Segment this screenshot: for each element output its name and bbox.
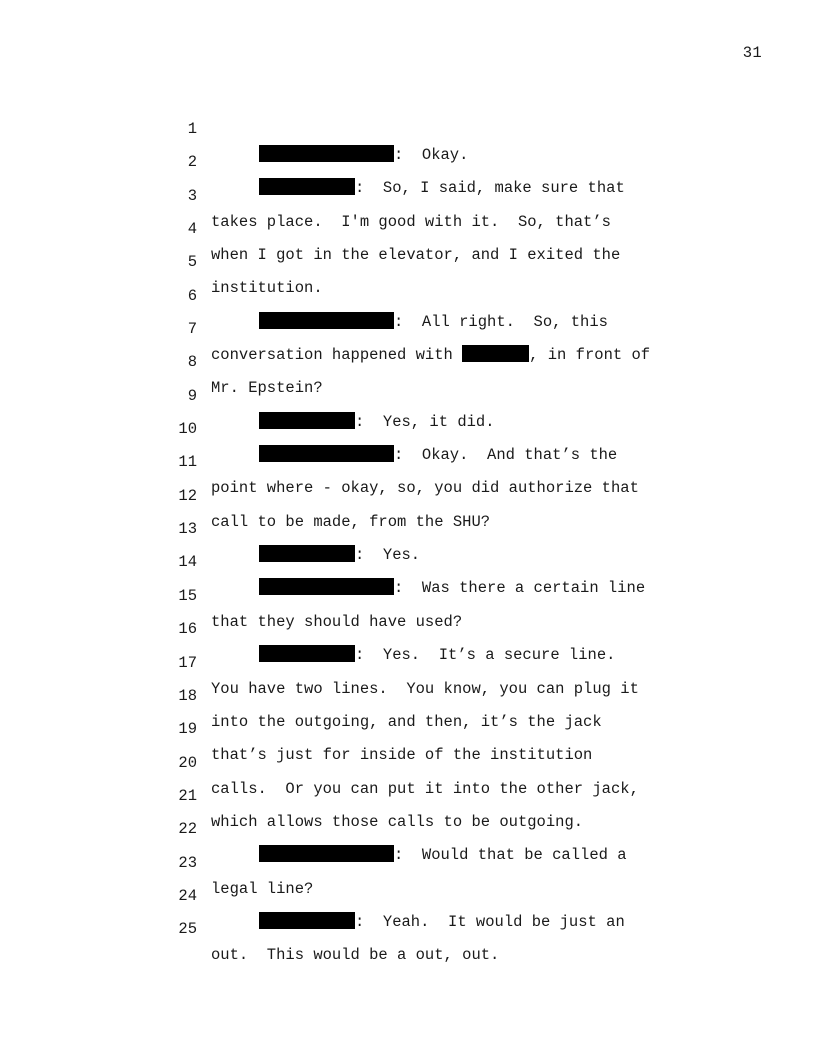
transcript-line bbox=[0, 157, 816, 231]
line-text: : Would that be called a bbox=[394, 846, 627, 865]
line-number: 1 bbox=[187, 120, 197, 138]
line-number: 6 bbox=[187, 286, 197, 305]
transcript-line bbox=[0, 257, 816, 331]
line-text: : Was there a certain line bbox=[394, 579, 646, 598]
line-text: that they should have used? bbox=[211, 612, 463, 631]
line-text: : Okay. bbox=[394, 146, 469, 164]
line-text: : Yeah. It would be just an bbox=[355, 912, 625, 931]
line-number: 8 bbox=[187, 353, 197, 372]
line-text: conversation happened with bbox=[211, 346, 463, 365]
line-number: 5 bbox=[187, 253, 197, 272]
line-text: that’s just for inside of the institution bbox=[211, 746, 593, 765]
line-number: 7 bbox=[187, 320, 197, 339]
line-number: 18 bbox=[178, 686, 197, 705]
line-number: 3 bbox=[187, 186, 197, 205]
line-text: out. This would be a out, out. bbox=[211, 946, 500, 965]
line-text: , in front of bbox=[529, 346, 651, 365]
line-number: 10 bbox=[178, 420, 197, 439]
line-text: : All right. So, this bbox=[394, 312, 608, 331]
transcript-line bbox=[0, 290, 816, 365]
line-text: : Okay. And that’s the bbox=[394, 446, 618, 465]
transcript-line bbox=[0, 190, 816, 265]
line-text: : Yes. bbox=[355, 546, 421, 565]
line-number: 4 bbox=[187, 220, 197, 239]
line-text: : So, I said, make sure that bbox=[355, 179, 625, 198]
line-text: calls. Or you can put it into the other jack, bbox=[211, 779, 639, 798]
line-text: : Yes, it did. bbox=[355, 412, 495, 431]
transcript-line bbox=[0, 890, 816, 965]
line-text: institution. bbox=[211, 279, 323, 298]
line-number: 25 bbox=[178, 920, 197, 939]
line-number: 21 bbox=[178, 786, 197, 805]
transcript-line bbox=[0, 123, 816, 198]
line-text: into the outgoing, and then, it’s the jack bbox=[211, 712, 602, 731]
line-text: which allows those calls to be outgoing. bbox=[211, 812, 584, 831]
line-text: legal line? bbox=[211, 879, 314, 898]
transcript-line bbox=[0, 223, 816, 298]
line-number: 20 bbox=[178, 753, 197, 772]
line-text: takes place. I'm good with it. So, that’s bbox=[211, 212, 611, 231]
line-text: call to be made, from the SHU? bbox=[211, 512, 491, 531]
line-number: 13 bbox=[178, 520, 197, 539]
line-text: You have two lines. You know, you can plug it bbox=[211, 679, 639, 698]
line-number: 15 bbox=[178, 586, 197, 605]
line-number: 11 bbox=[178, 453, 197, 472]
page-number: 31 bbox=[742, 44, 762, 62]
line-number: 9 bbox=[187, 386, 197, 405]
line-text: Mr. Epstein? bbox=[211, 379, 323, 398]
line-number: 16 bbox=[178, 620, 197, 639]
line-number: 2 bbox=[187, 153, 197, 172]
line-number: 12 bbox=[178, 486, 197, 505]
line-text: point where - okay, so, you did authorize that bbox=[211, 479, 639, 498]
line-number: 22 bbox=[178, 820, 197, 839]
line-number: 23 bbox=[178, 853, 197, 872]
line-number: 24 bbox=[178, 886, 197, 905]
line-text: : Yes. It’s a secure line. bbox=[355, 646, 616, 665]
transcript-body bbox=[0, 90, 816, 965]
transcript-line bbox=[0, 90, 816, 164]
line-text: when I got in the elevator, and I exited the bbox=[211, 246, 621, 265]
line-number: 19 bbox=[178, 720, 197, 739]
line-number: 14 bbox=[178, 553, 197, 572]
transcript-line bbox=[0, 323, 816, 398]
line-number: 17 bbox=[178, 653, 197, 672]
